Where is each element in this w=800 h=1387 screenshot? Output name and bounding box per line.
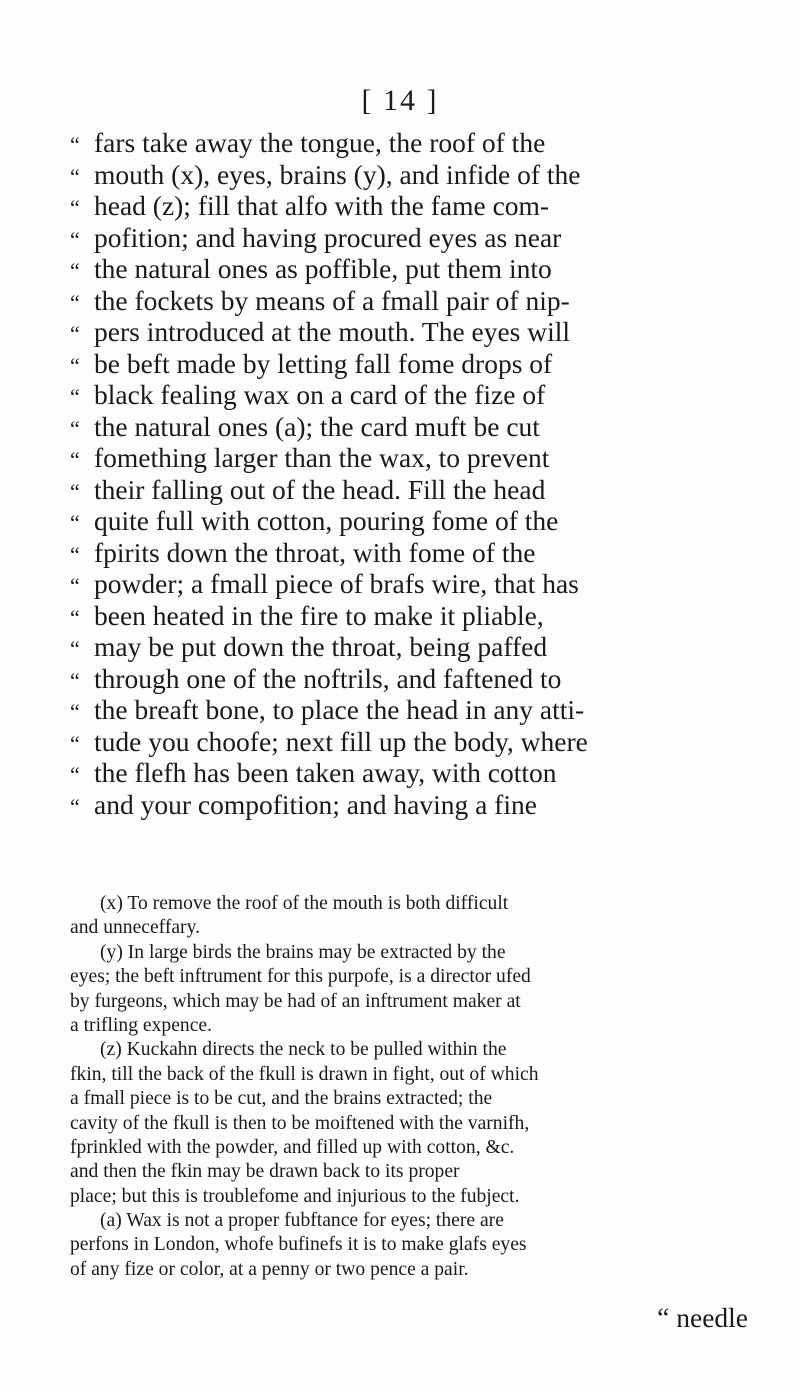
quote-mark: “	[70, 384, 80, 409]
quote-mark: “	[70, 132, 80, 157]
footnote-line: of any fize or color, at a penny or two pence a pair.	[70, 1258, 469, 1280]
quote-mark: “	[70, 636, 80, 661]
quote-mark: “	[70, 289, 80, 315]
text-line	[70, 694, 750, 726]
quote-mark: “	[70, 510, 80, 535]
line-text: and your compofition; and having a fine	[94, 788, 537, 820]
line-text: black fealing wax on a card of the fize of	[94, 379, 546, 410]
text-line	[70, 600, 750, 632]
footnote-line: and unneceffary.	[70, 917, 201, 939]
text-line	[70, 537, 750, 569]
text-line	[70, 789, 750, 821]
text-line	[70, 253, 750, 285]
text-line	[70, 190, 750, 222]
footnote-line: (y) In large birds the brains may be extracted by the	[100, 941, 506, 963]
text-line	[70, 379, 750, 411]
quote-mark: “	[70, 352, 80, 378]
text-line	[70, 631, 750, 663]
line-text: the fockets by means of a fmall pair of nip-	[94, 284, 570, 316]
text-line	[70, 757, 750, 789]
line-text: pofition; and having procured eyes as near	[94, 221, 562, 253]
line-text: their falling out of the head. Fill the head	[94, 473, 546, 505]
quote-mark: “	[70, 604, 80, 630]
quote-mark: “	[70, 699, 80, 724]
quote-mark: “	[70, 573, 80, 598]
quote-mark: “	[70, 478, 80, 504]
footnote-line: eyes; the beft inftrument for this purpofe, is a director ufed	[70, 966, 531, 988]
footnote-line: cavity of the fkull is then to be moiftened with the varnifh,	[70, 1112, 530, 1134]
footnotes	[70, 892, 756, 1282]
footnote-line: a trifling expence.	[70, 1014, 212, 1036]
footnote-line: (a) Wax is not a proper fubftance for eyes; there are	[100, 1210, 504, 1232]
text-line	[70, 222, 750, 254]
text-line	[70, 348, 750, 380]
quote-mark: “	[70, 793, 80, 819]
footnote-line: place; but this is troublefome and injurious to the fubject.	[70, 1185, 520, 1207]
footnote-line: fprinkled with the powder, and filled up with cotton, &c.	[70, 1136, 515, 1158]
text-line	[70, 474, 750, 506]
line-text: head (z); fill that alfo with the fame com-	[94, 190, 550, 221]
quote-mark: “	[70, 163, 80, 189]
text-line	[70, 726, 750, 758]
catchword: “ needle	[657, 1302, 748, 1333]
footnote-line: fkin, till the back of the fkull is drawn in fight, out of which	[70, 1063, 539, 1085]
footnote-line: perfons in London, whofe bufinefs it is to make glafs eyes	[70, 1234, 527, 1256]
main-text	[70, 127, 750, 820]
line-text: the flefh has been taken away, with cotton	[94, 757, 557, 788]
quote-mark: “	[70, 667, 80, 693]
footnote-line: (z) Kuckahn directs the neck to be pulled within the	[100, 1039, 507, 1061]
footnote-line: (x) To remove the roof of the mouth is both difficult	[100, 893, 509, 914]
quote-mark: “	[70, 730, 80, 756]
line-text: powder; a fmall piece of brafs wire, that has	[94, 568, 579, 599]
quote-mark: “	[70, 226, 80, 252]
text-line	[70, 442, 750, 474]
text-line	[70, 663, 750, 695]
line-text: tude you choofe; next fill up the body, where	[94, 725, 588, 757]
line-text: may be put down the throat, being paffed	[94, 631, 548, 662]
line-text: pers introduced at the mouth. The eyes will	[94, 316, 571, 347]
line-text: fomething larger than the wax, to prevent	[94, 442, 550, 473]
quote-mark: “	[70, 321, 80, 346]
page-number: [ 14 ]	[361, 84, 439, 117]
quote-mark: “	[70, 541, 80, 567]
line-text: quite full with cotton, pouring fome of the	[94, 505, 559, 536]
text-line	[70, 411, 750, 443]
line-text: through one of the noftrils, and faftened to	[94, 662, 562, 694]
text-line	[70, 159, 750, 191]
line-text: mouth (x), eyes, brains (y), and infide of the	[94, 158, 581, 190]
text-line	[70, 127, 750, 159]
footnote-line: a fmall piece is to be cut, and the brains extracted; the	[70, 1088, 493, 1110]
quote-mark: “	[70, 258, 80, 283]
text-line	[70, 285, 750, 317]
text-line	[70, 316, 750, 348]
line-text: fpirits down the throat, with fome of the	[94, 536, 536, 568]
line-text: fars take away the tongue, the roof of the	[94, 127, 546, 158]
footnote-line: by furgeons, which may be had of an inftrument maker at	[70, 990, 521, 1012]
quote-mark: “	[70, 762, 80, 787]
quote-mark: “	[70, 195, 80, 220]
line-text: the natural ones as poffible, put them into	[94, 253, 552, 284]
footnote-line: and then the fkin may be drawn back to its proper	[70, 1161, 460, 1183]
line-text: the breaft bone, to place the head in any atti-	[94, 694, 585, 725]
text-line	[70, 568, 750, 600]
quote-mark: “	[70, 447, 80, 472]
line-text: the natural ones (a); the card muft be cut	[94, 410, 540, 442]
line-text: been heated in the fire to make it pliable,	[94, 599, 544, 631]
line-text: be beft made by letting fall fome drops of	[94, 347, 553, 379]
quote-mark: “	[70, 415, 80, 441]
text-line	[70, 505, 750, 537]
